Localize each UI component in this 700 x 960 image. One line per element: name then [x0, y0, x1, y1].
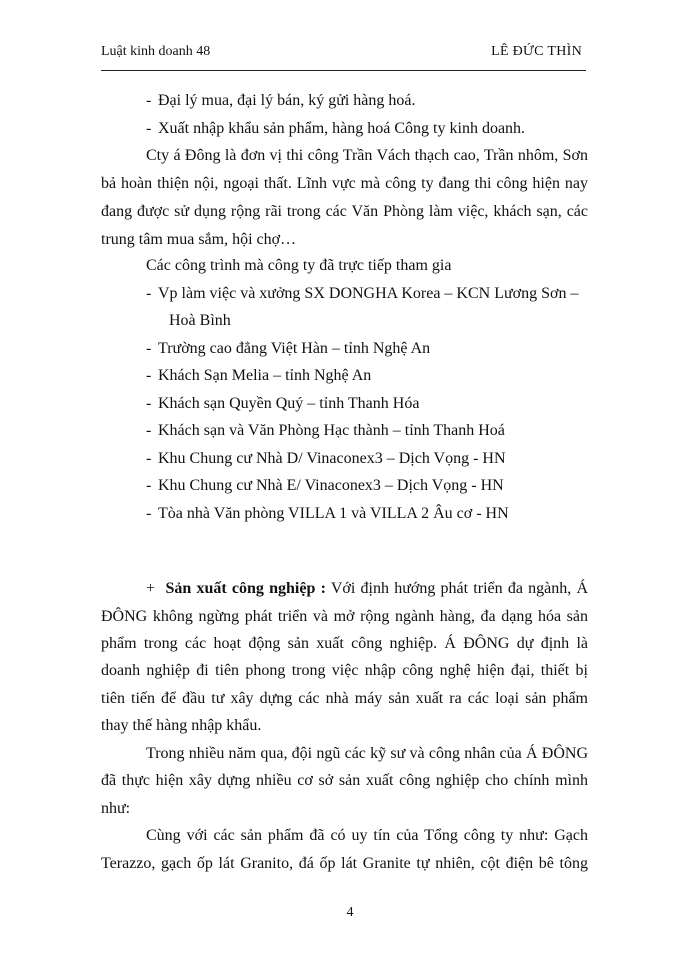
bullet-mark: - [146, 450, 152, 467]
project-text: Khách Sạn Melia – tỉnh Nghệ An [158, 367, 372, 384]
project-item [146, 365, 371, 387]
project-item [146, 420, 505, 442]
intro-line: Cty á Đông là đơn vị thi công Trần Vách thạch cao, Trần nhôm, Sơn [146, 147, 588, 164]
bullet-mark: - [146, 92, 152, 109]
project-item [146, 338, 430, 360]
page-number: 4 [346, 905, 354, 920]
activity-item [146, 118, 525, 140]
paragraph3-line: Cùng với các sản phẩm đã có uy tín của Tổng công ty như: Gạch [146, 827, 588, 844]
bullet-mark: - [146, 285, 152, 302]
project-text: Khu Chung cư Nhà D/ Vinaconex3 – Dịch Vọng - HN [158, 450, 506, 467]
project-item [146, 393, 419, 415]
project-item [146, 283, 578, 305]
industrial-line: doanh nghiệp đi tiên phong trong việc nhập công nghệ hiện đại, thiết bị [101, 662, 588, 679]
project-item [146, 448, 506, 470]
industrial-marker: + [146, 580, 156, 597]
paragraph2-line: như: [101, 800, 131, 817]
industrial-line: thay thế hàng nhập khẩu. [101, 717, 262, 734]
project-item [146, 503, 509, 525]
header-left-text: Luật kinh doanh 48 [101, 44, 211, 59]
industrial-title: Sản xuất công nghiệp : [165, 580, 326, 597]
bullet-mark: - [146, 422, 152, 439]
intro-line: bả hoàn thiện nội, ngoại thất. Lĩnh vực mà công ty đang thi công hiện nay [101, 175, 588, 192]
bullet-mark: - [146, 120, 152, 137]
project-text: Khách sạn Quyền Quý – tỉnh Thanh Hóa [158, 395, 420, 412]
project-item-continuation: Hoà Bình [169, 312, 231, 329]
page-header [101, 40, 586, 71]
project-text: Vp làm việc và xưởng SX DONGHA Korea – KCN Lương Sơn – [158, 285, 579, 302]
industrial-line: phẩm trong các hoạt động sản xuất công nghiệp. Á ĐÔNG dự định là [101, 635, 588, 652]
project-item [146, 475, 504, 497]
activity-text: Đại lý mua, đại lý bán, ký gửi hàng hoá. [158, 92, 416, 109]
industrial-line: ĐÔNG không ngừng phát triển và mở rộng ngành hàng, đa dạng hóa sản [101, 608, 588, 625]
bullet-mark: - [146, 395, 152, 412]
paragraph2-line: Trong nhiều năm qua, đội ngũ các kỹ sư và công nhân của Á ĐÔNG [146, 745, 588, 762]
activity-text: Xuất nhập khẩu sản phẩm, hàng hoá Công ty kinh doanh. [158, 120, 526, 137]
project-text: Khách sạn và Văn Phòng Hạc thành – tỉnh Thanh Hoá [158, 422, 505, 439]
bullet-mark: - [146, 367, 152, 384]
industrial-first-line-rest: Với định hướng phát triển đa ngành, Á [330, 580, 589, 597]
project-text: Trường cao đẳng Việt Hàn – tỉnh Nghệ An [158, 340, 431, 357]
activity-item [146, 90, 416, 112]
intro-line: đang được sử dụng rộng rãi trong các Văn Phòng làm việc, khách sạn, các [101, 203, 588, 220]
bullet-mark: - [146, 477, 152, 494]
industrial-first-line [146, 578, 588, 600]
project-text: Tòa nhà Văn phòng VILLA 1 và VILLA 2 Âu cơ - HN [158, 505, 509, 522]
paragraph2-line: đã thực hiện xây dựng nhiều cơ sở sản xuất công nghiệp cho chính mình [101, 772, 588, 789]
bullet-mark: - [146, 505, 152, 522]
bullet-mark: - [146, 340, 152, 357]
paragraph3-line: Terazzo, gạch ốp lát Granito, đá ốp lát Granite tự nhiên, cột điện bê tông [101, 855, 588, 872]
industrial-line: tiên tiến để đầu tư xây dựng các nhà máy sản xuất ra các loại sản phẩm [101, 690, 588, 707]
intro-line: trung tâm mua sắm, hội chợ… [101, 231, 297, 248]
projects-heading: Các công trình mà công ty đã trực tiếp tham gia [146, 257, 452, 274]
header-right-text: LÊ ĐỨC THÌN [491, 44, 582, 59]
project-text: Khu Chung cư Nhà E/ Vinaconex3 – Dịch Vọng - HN [158, 477, 504, 494]
